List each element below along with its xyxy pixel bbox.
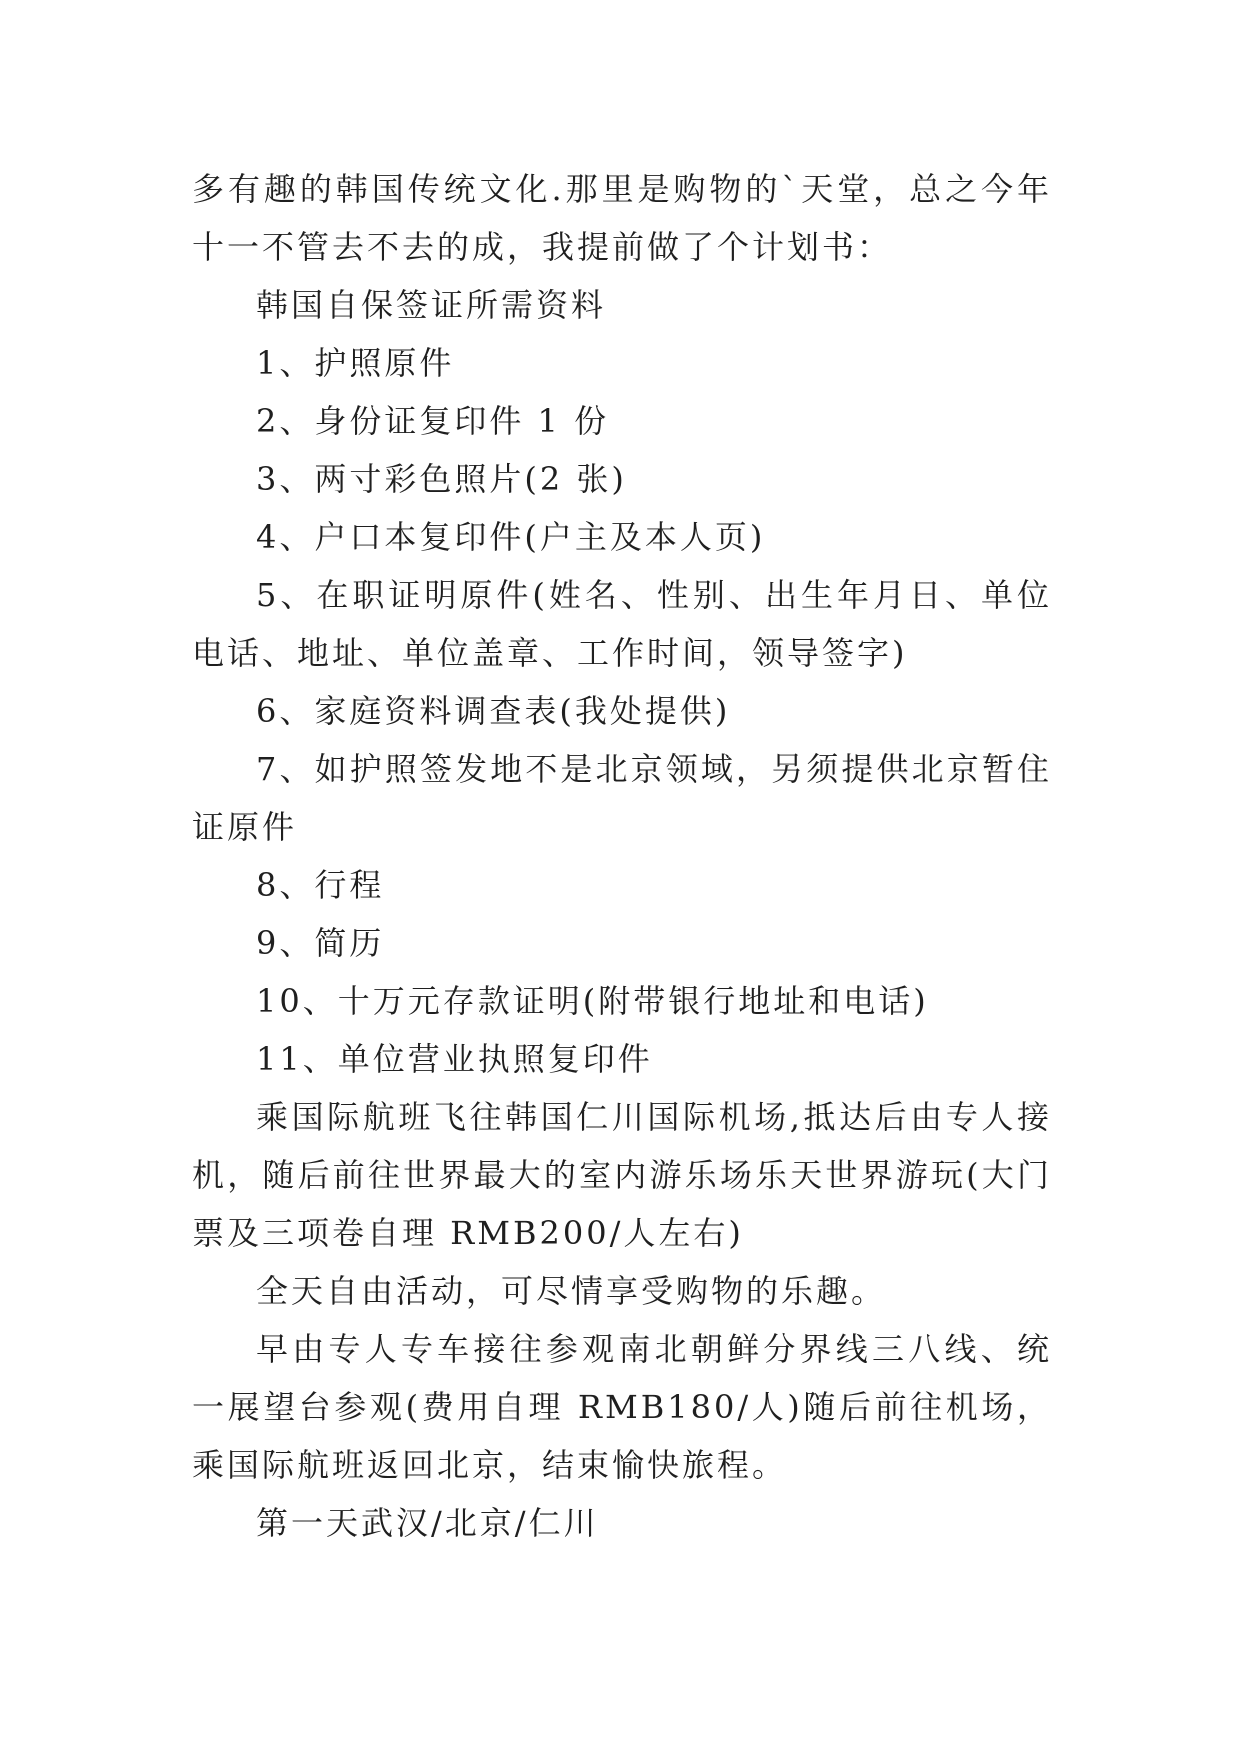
paragraph-intro: 多有趣的韩国传统文化.那里是购物的`天堂，总之今年十一不管去不去的成，我提前做了个计划书： [192,170,1052,266]
paragraph-heading-visa: 韩国自保签证所需资料 [256,286,607,324]
paragraph-itinerary-arrival: 乘国际航班飞往韩国仁川国际机场,抵达后由专人接机，随后前往世界最大的室内游乐场乐天世界游玩(大门票及三项卷自理 RMB200/人左右) [192,1098,1052,1252]
paragraph-return: 早由专人专车接往参观南北朝鲜分界线三八线、统一展望台参观(费用自理 RMB180/人)随后前往机场，乘国际航班返回北京，结束愉快旅程。 [192,1330,1052,1484]
list-item: 8、行程 [256,866,385,904]
list-item: 2、身份证复印件 1 份 [256,402,610,440]
list-item: 9、简历 [256,924,385,962]
list-item: 6、家庭资料调查表(我处提供) [256,692,731,730]
paragraph-day-one: 第一天武汉/北京/仁川 [256,1504,599,1542]
list-item: 3、两寸彩色照片(2 张) [256,460,627,498]
list-item: 5、在职证明原件(姓名、性别、出生年月日、单位电话、地址、单位盖章、工作时间，领导签字) [192,576,1052,672]
document-body [192,160,1052,1552]
list-item: 11、单位营业执照复印件 [256,1040,653,1078]
list-item: 10、十万元存款证明(附带银行地址和电话) [256,982,929,1020]
list-item: 4、户口本复印件(户主及本人页) [256,518,766,556]
paragraph-free-day: 全天自由活动，可尽情享受购物的乐趣。 [256,1272,887,1310]
list-item: 7、如护照签发地不是北京领域，另须提供北京暂住证原件 [192,750,1052,846]
list-item: 1、护照原件 [256,344,455,382]
